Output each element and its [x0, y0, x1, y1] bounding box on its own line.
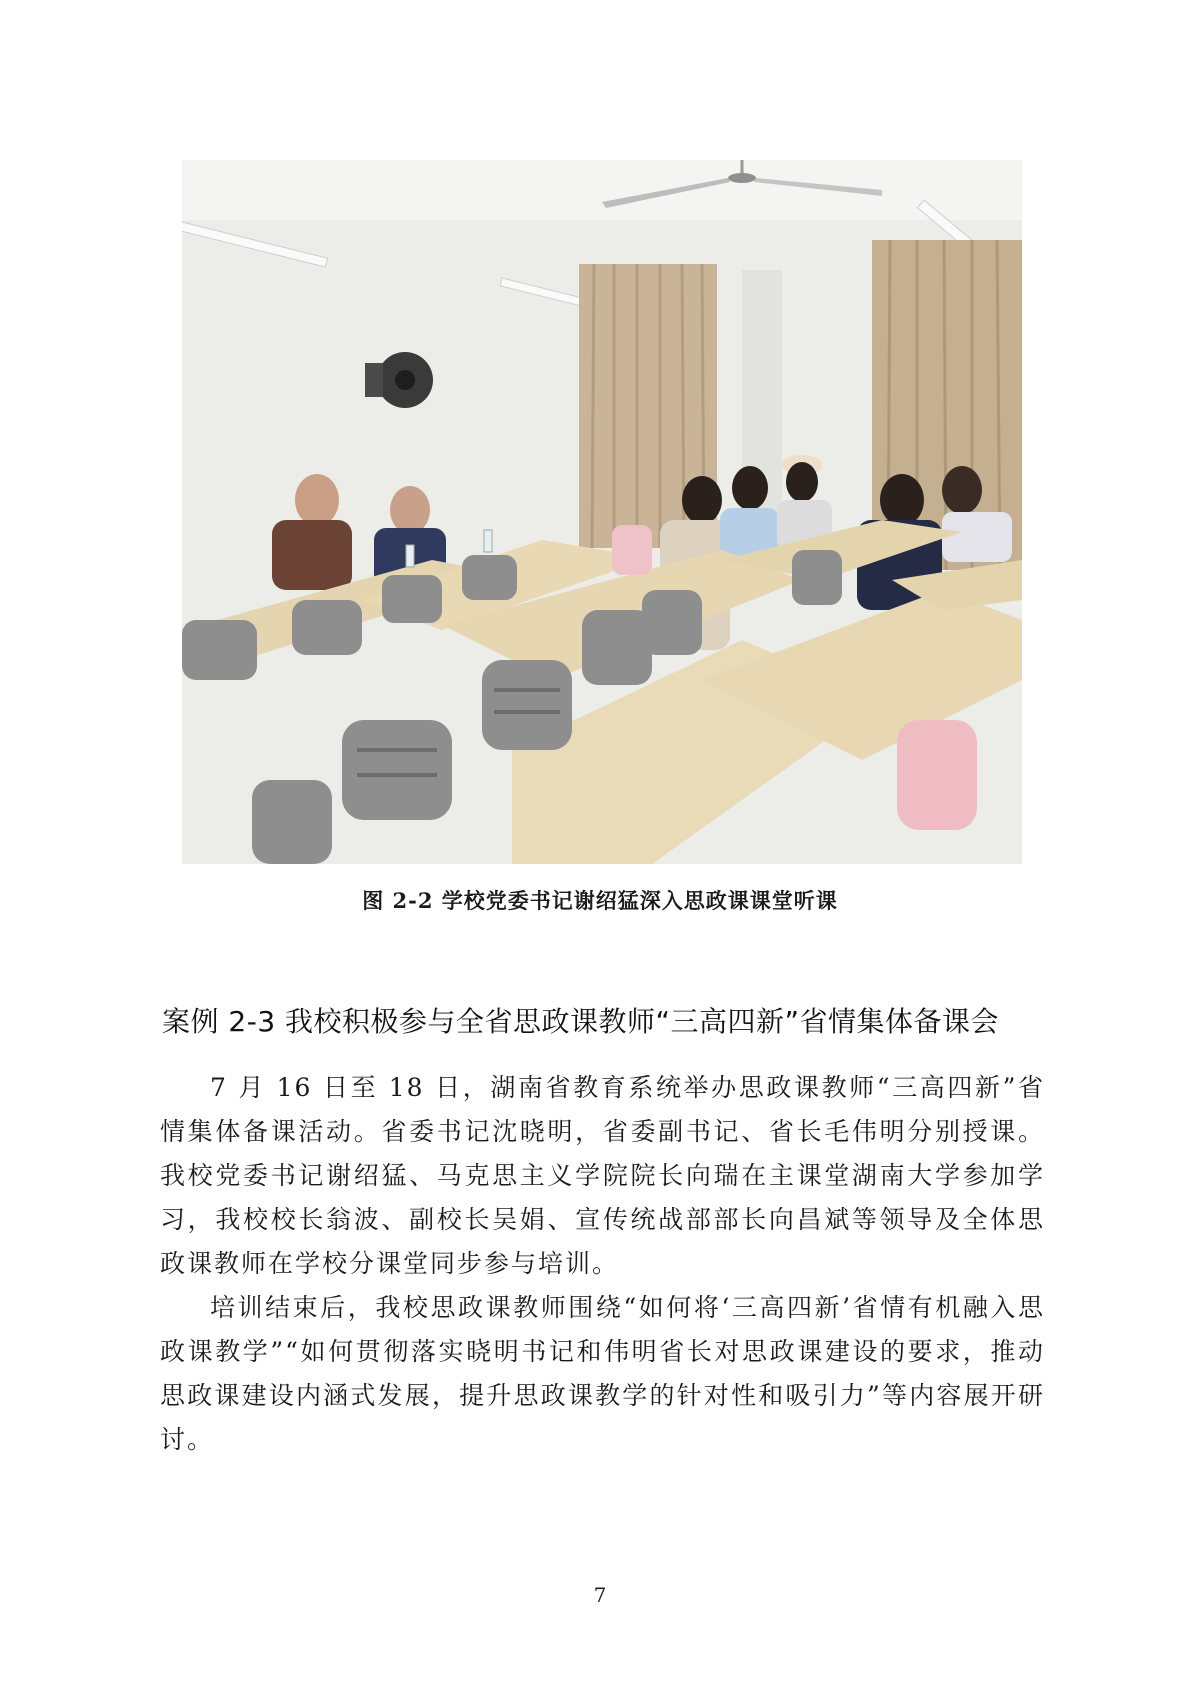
page-number: 7 [593, 1583, 607, 1607]
paragraph-2: 培训结束后，我校思政课教师围绕“如何将‘三高四新’省情有机融入思政课教学”“如何贯彻落实晓明书记和伟明省长对思政课建设的要求，推动思政课建设内涵式发展，提升思政课教学的针对性和吸引力”等内容展开研讨。 [160, 1293, 1045, 1454]
figure-caption: 图 2-2 学校党委书记谢绍猛深入思政课课堂听课 [362, 888, 838, 913]
paragraph-1: 7 月 16 日至 18 日，湖南省教育系统举办思政课教师“三高四新”省情集体备课活动。省委书记沈晓明，省委副书记、省长毛伟明分别授课。我校党委书记谢绍猛、马克思主义学院院长向瑞在主课堂湖南大学参加学习，我校校长翁波、副校长吴娟、宣传统战部部长向昌斌等领导及全体思政课教师在学校分课堂同步参与培训。 [160, 1073, 1045, 1278]
classroom-photo [182, 160, 1022, 864]
section-title: 案例 2-3 我校积极参与全省思政课教师“三高四新”省情集体备课会 [162, 1005, 1000, 1038]
body-text [160, 1066, 1045, 1462]
